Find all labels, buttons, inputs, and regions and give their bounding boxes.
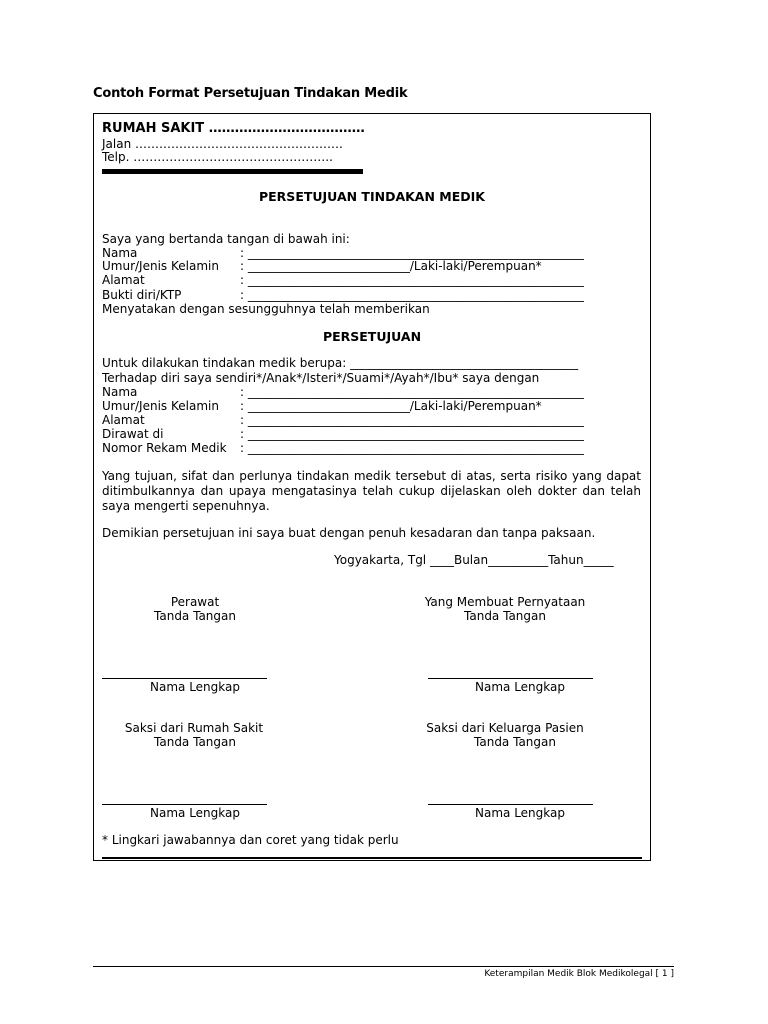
field-value: : ________________________________________________________ <box>240 413 584 427</box>
statement-text: Menyatakan dengan sesungguhnya telah memberikan <box>102 302 430 316</box>
declarant-signature-line <box>428 678 593 679</box>
hospital-phone: Telp. ………………………………………….. <box>102 150 333 164</box>
field-value: : ________________________________________________________ <box>240 441 584 455</box>
field-label: Alamat <box>102 413 145 427</box>
field-label: Alamat <box>102 273 145 287</box>
field-value: : ________________________________________________________ <box>240 273 584 287</box>
action-line: Untuk dilakukan tindakan medik berupa: ______________________________________ <box>102 356 579 370</box>
field-value: : ___________________________/Laki-laki/Perempuan* <box>240 259 542 273</box>
field-value: : ________________________________________________________ <box>240 288 584 302</box>
nurse-signature-line <box>102 678 267 679</box>
field-label: Dirawat di <box>102 427 164 441</box>
full-name-label: Nama Lengkap <box>150 806 240 820</box>
field-label: Bukti diri/KTP <box>102 288 182 302</box>
sign-label: Tanda Tangan <box>154 735 236 749</box>
hospital-name: RUMAH SAKIT ……………………………… <box>102 121 365 136</box>
place-date-line: Yogyakarta, Tgl ____Bulan__________Tahun_____ <box>334 553 614 567</box>
header-divider <box>102 169 363 174</box>
field-value: : ________________________________________________________ <box>240 427 584 441</box>
page-footer: Keterampilan Medik Blok Medikolegal [ 1 ] <box>484 969 674 979</box>
field-label: Nama <box>102 385 138 399</box>
full-name-label: Nama Lengkap <box>150 680 240 694</box>
intro-text: Saya yang bertanda tangan di bawah ini: <box>102 232 350 246</box>
field-label: Umur/Jenis Kelamin <box>102 399 219 413</box>
sign-label: Tanda Tangan <box>154 609 236 623</box>
full-name-label: Nama Lengkap <box>475 806 565 820</box>
family-witness-role: Saksi dari Keluarga Pasien <box>426 721 584 735</box>
family-witness-signature-line <box>428 804 593 805</box>
section-title: PERSETUJUAN <box>322 329 422 344</box>
footnote: * Lingkari jawabannya dan coret yang tidak perlu <box>102 833 399 847</box>
hospital-witness-role: Saksi dari Rumah Sakit <box>124 721 264 735</box>
field-label: Nama <box>102 246 138 260</box>
footer-rule <box>93 966 674 967</box>
hospital-witness-signature-line <box>102 804 267 805</box>
declaration-text: Demikian persetujuan ini saya buat dengan penuh kesadaran dan tanpa paksaan. <box>102 526 596 540</box>
explanation-paragraph: Yang tujuan, sifat dan perlunya tindakan medik tersebut di atas, serta risiko yang dapat ditimbulkannya dan upaya mengatasinya telah cukup dijelaskan oleh dokter dan telah saya mengerti sepenuhnya. <box>102 469 641 513</box>
sign-label: Tanda Tangan <box>474 735 556 749</box>
relation-line: Terhadap diri saya sendiri*/Anak*/Isteri*/Suami*/Ayah*/Ibu* saya dengan <box>102 371 540 385</box>
sign-label: Tanda Tangan <box>464 609 546 623</box>
hospital-street: Jalan ……………………………………………. <box>102 137 343 151</box>
full-name-label: Nama Lengkap <box>475 680 565 694</box>
declarant-role: Yang Membuat Pernyataan <box>424 595 586 609</box>
field-value: : ________________________________________________________ <box>240 246 584 260</box>
document-title: Contoh Format Persetujuan Tindakan Medik <box>93 86 408 101</box>
field-value: : ___________________________/Laki-laki/Perempuan* <box>240 399 542 413</box>
nurse-role: Perawat <box>170 595 220 609</box>
field-label: Nomor Rekam Medik <box>102 441 227 455</box>
field-value: : ________________________________________________________ <box>240 385 584 399</box>
field-label: Umur/Jenis Kelamin <box>102 259 219 273</box>
form-title: PERSETUJUAN TINDAKAN MEDIK <box>258 189 485 204</box>
form-bottom-rule <box>102 857 642 859</box>
